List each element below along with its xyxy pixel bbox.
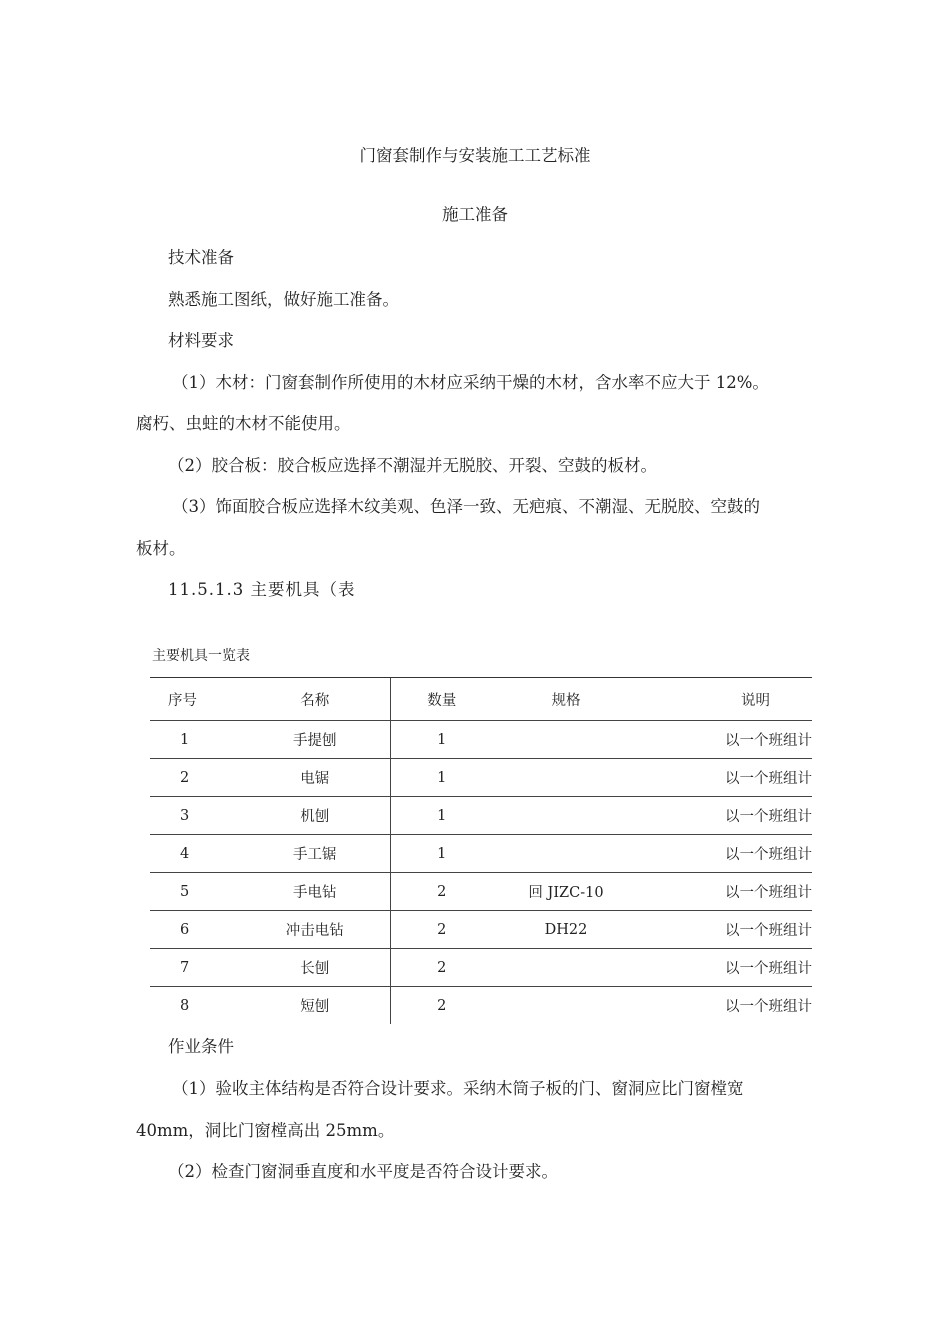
cell-no: 4	[150, 835, 240, 873]
condition-item-2: （2）检查门窗洞垂直度和水平度是否符合设计要求。	[168, 1162, 558, 1181]
cell-name: 短刨	[300, 999, 330, 1015]
cell-name: 电锯	[240, 759, 390, 797]
tools-heading: 11.5.1.3 主要机具（表	[168, 580, 356, 599]
cell-spec	[493, 759, 639, 797]
table-header-row	[150, 678, 812, 721]
cell-name: 机刨	[240, 797, 390, 835]
cell-no: 5	[150, 873, 240, 911]
cell-qty: 2	[390, 949, 493, 987]
material-item-3-line-1: （3）饰面胶合板应选择木纹美观、色泽一致、无疤痕、不潮湿、无脱胶、空鼓的	[172, 497, 760, 516]
cell-qty: 2	[390, 911, 493, 949]
material-heading: 材料要求	[168, 331, 234, 350]
tech-prep-text: 熟悉施工图纸，做好施工准备。	[168, 290, 399, 309]
header-note: 说明	[639, 678, 812, 721]
cell-note: 以一个班组计	[639, 797, 812, 835]
cell-note: 以一个班组计	[639, 873, 812, 911]
condition-item-1-line-2: 40mm，洞比门窗樘高出 25mm。	[136, 1121, 395, 1140]
table-row	[150, 835, 812, 873]
cell-qty: 1	[390, 759, 493, 797]
cell-spec	[493, 797, 639, 835]
table-row	[150, 759, 812, 797]
table-row	[150, 721, 812, 759]
cell-note: 以一个班组计	[639, 911, 812, 949]
cell-qty: 2	[390, 987, 493, 1025]
table-row	[150, 949, 812, 987]
conditions-heading: 作业条件	[168, 1037, 234, 1056]
cell-no: 6	[150, 911, 240, 949]
cell-name: 手提刨	[240, 721, 390, 759]
cell-no: 2	[150, 759, 240, 797]
cell-spec	[493, 835, 639, 873]
cell-spec: DH22	[493, 911, 639, 949]
cell-no: 8	[180, 997, 190, 1014]
table-row	[150, 911, 812, 949]
cell-qty: 1	[390, 797, 493, 835]
header-qty: 数量	[390, 678, 493, 721]
cell-note: 以一个班组计	[639, 759, 812, 797]
cell-spec: 回 JIZC-10	[493, 873, 639, 911]
cell-qty: 1	[390, 835, 493, 873]
cell-note: 以一个班组计	[639, 835, 812, 873]
cell-note: 以一个班组计	[639, 721, 812, 759]
header-name: 名称	[240, 678, 390, 721]
header-no: 序号	[150, 678, 240, 721]
cell-note: 以一个班组计	[639, 949, 812, 987]
table-row	[150, 873, 812, 911]
cell-name: 冲击电钻	[240, 911, 390, 949]
cell-spec	[493, 987, 639, 1025]
cell-spec	[493, 721, 639, 759]
tools-table	[150, 677, 812, 1024]
cell-no: 3	[150, 797, 240, 835]
table-row	[150, 987, 812, 1025]
material-item-2: （2）胶合板：胶合板应选择不潮湿并无脱胶、开裂、空鼓的板材。	[168, 456, 657, 475]
cell-name: 手电钻	[240, 873, 390, 911]
table-caption: 主要机具一览表	[152, 648, 250, 664]
material-item-3-line-2: 板材。	[136, 539, 186, 558]
condition-item-1-line-1: （1）验收主体结构是否符合设计要求。采纳木筒子板的门、窗洞应比门窗樘宽	[172, 1079, 744, 1098]
material-item-1-line-2: 腐朽、虫蛀的木材不能使用。	[136, 414, 351, 433]
cell-no: 1	[150, 721, 240, 759]
section-heading: 施工准备	[442, 205, 508, 224]
document-title: 门窗套制作与安装施工工艺标准	[359, 146, 591, 165]
header-spec: 规格	[493, 678, 639, 721]
cell-qty: 1	[390, 721, 493, 759]
cell-spec	[493, 949, 639, 987]
cell-qty: 2	[390, 873, 493, 911]
cell-no: 7	[150, 949, 240, 987]
cell-name: 手工锯	[240, 835, 390, 873]
material-item-1-line-1: （1）木材：门窗套制作所使用的木材应采纳干燥的木材，含水率不应大于 12%。	[172, 373, 769, 392]
tech-prep-heading: 技术准备	[168, 248, 234, 267]
cell-note: 以一个班组计	[725, 999, 812, 1015]
table-row	[150, 797, 812, 835]
cell-name: 长刨	[240, 949, 390, 987]
